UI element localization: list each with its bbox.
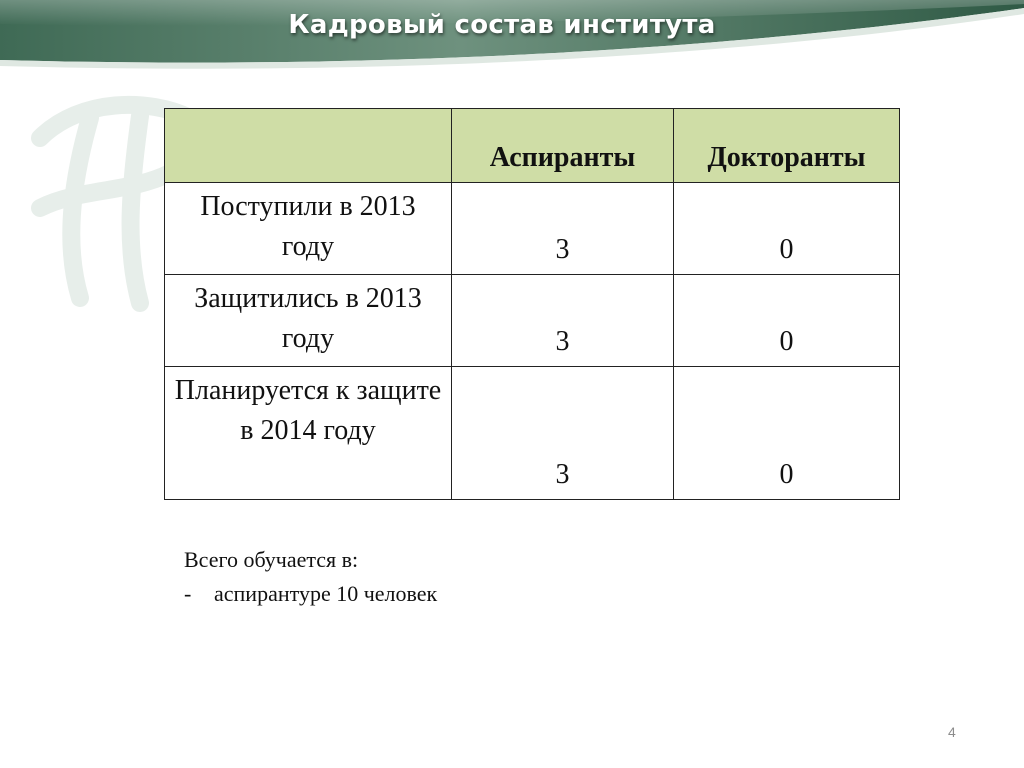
table-header-cell xyxy=(165,109,452,183)
row-label: Защитились в 2013 году xyxy=(165,275,452,367)
doctorants-value: 0 xyxy=(674,367,900,500)
aspirants-value: 3 xyxy=(452,275,674,367)
table-row xyxy=(165,183,900,275)
table-header-row xyxy=(165,109,900,183)
table-header-cell: Докторанты xyxy=(674,109,900,183)
row-label: Планируется к защите в 2014 году xyxy=(165,367,452,500)
doctorants-value: 0 xyxy=(674,275,900,367)
table-header-cell: Аспиранты xyxy=(452,109,674,183)
summary-list-item xyxy=(184,577,437,611)
slide-title: Кадровый состав института xyxy=(288,10,716,40)
staff-table xyxy=(164,108,900,500)
summary-bullet: - xyxy=(184,581,192,606)
table-row xyxy=(165,367,900,500)
aspirants-value: 3 xyxy=(452,183,674,275)
row-label: Поступили в 2013 году xyxy=(165,183,452,275)
summary-heading: Всего обучается в: xyxy=(184,547,359,572)
page-number: 4 xyxy=(948,724,956,740)
doctorants-value: 0 xyxy=(674,183,900,275)
summary-item-text: аспирантуре 10 человек xyxy=(214,581,438,606)
table-row xyxy=(165,275,900,367)
aspirants-value: 3 xyxy=(452,367,674,500)
summary-block xyxy=(184,543,437,611)
